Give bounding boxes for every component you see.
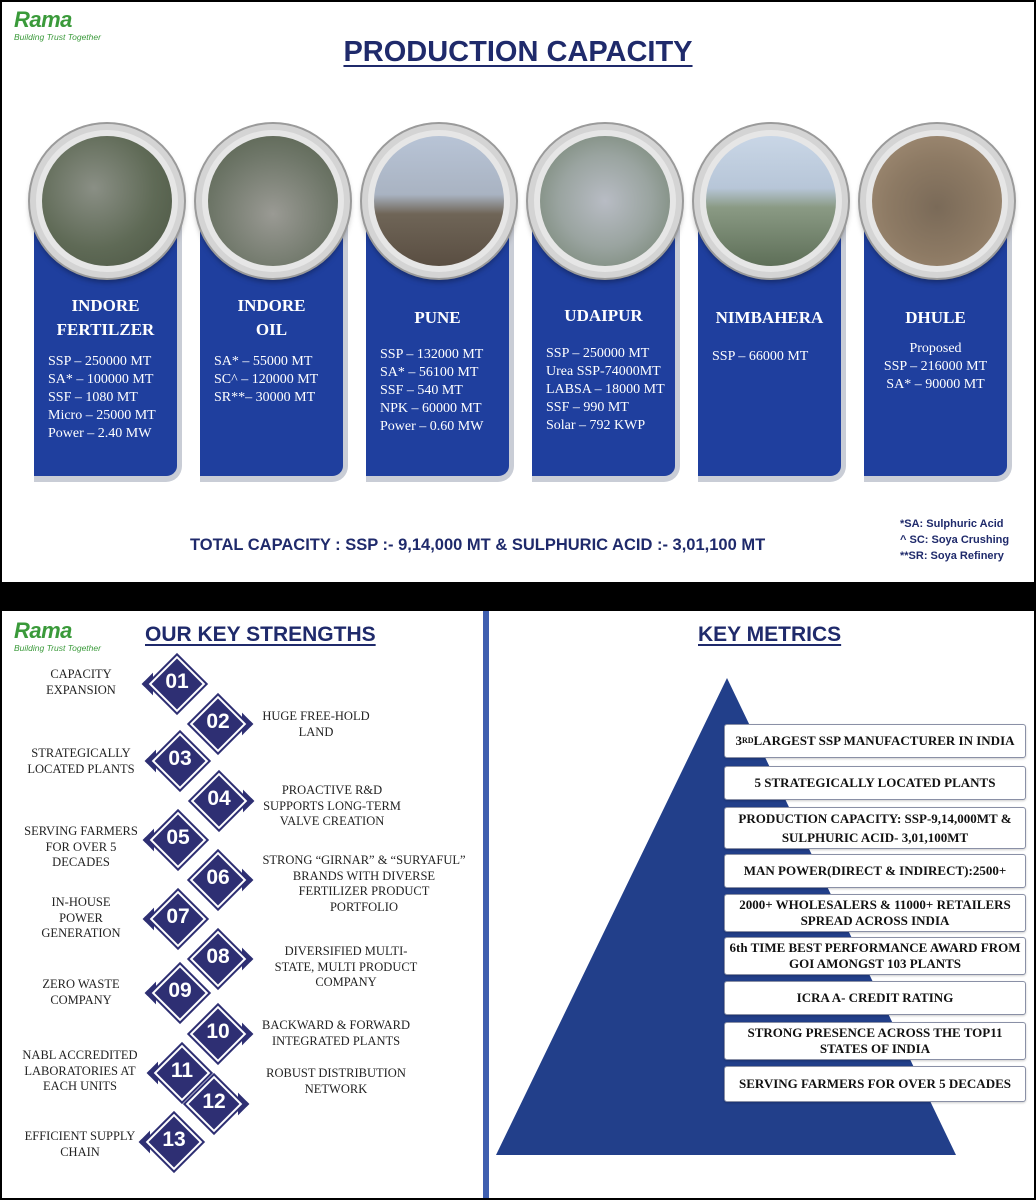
key-strengths-metrics-slide (2, 611, 1034, 1198)
plant-photo-udaipur (528, 124, 682, 278)
strength-label: NABL ACCREDITED LABORATORIES AT EACH UNITS (22, 1048, 138, 1093)
strength-number-badge: 10 (198, 1014, 238, 1054)
strength-number-badge: 09 (160, 973, 200, 1013)
strength-label: DIVERSIFIED MULTI- STATE, MULTI PRODUCT COMPANY (274, 944, 418, 989)
strength-number-badge: 07 (158, 899, 198, 939)
strength-number-badge: 08 (198, 939, 238, 979)
strength-number-badge: 06 (198, 860, 238, 900)
metric-box: STRONG PRESENCE ACROSS THE TOP11 STATES OF INDIA (724, 1022, 1026, 1060)
plant-photo-indore-oil (196, 124, 350, 278)
metric-box: 2000+ WHOLESALERS & 11000+ RETAILERS SPREAD ACROSS INDIA (724, 894, 1026, 932)
plant-name: INDORE OIL (237, 296, 306, 339)
strength-number-badge: 04 (199, 781, 239, 821)
metric-box: SERVING FARMERS FOR OVER 5 DECADES (724, 1066, 1026, 1102)
strength-label: IN-HOUSE POWER GENERATION (41, 895, 121, 940)
key-metrics-heading: KEY METRICS (698, 623, 842, 646)
metric-box: ICRA A- CREDIT RATING (724, 981, 1026, 1015)
plant-name: UDAIPUR (564, 306, 643, 325)
strength-number-badge: 01 (157, 664, 197, 704)
metric-box: 6th TIME BEST PERFORMANCE AWARD FROM GOI AMONGST 103 PLANTS (724, 937, 1026, 975)
production-capacity-slide (2, 2, 1034, 582)
metric-box: MAN POWER(DIRECT & INDIRECT):2500+ (724, 854, 1026, 888)
strength-label: ROBUST DISTRIBUTION NETWORK (266, 1066, 406, 1096)
strength-label: CAPACITY EXPANSION (46, 667, 116, 697)
strength-number-badge: 12 (194, 1084, 234, 1124)
metric-box: PRODUCTION CAPACITY: SSP-9,14,000MT & SULPHURIC ACID- 3,01,100MT (724, 807, 1026, 849)
plant-capacity-list: SSP – 66000 MT (712, 349, 809, 364)
page-title: PRODUCTION CAPACITY (343, 36, 693, 68)
metric-box: 5 STRATEGICALLY LOCATED PLANTS (724, 766, 1026, 800)
plant-photo-nimbahera (694, 124, 848, 278)
logo-tagline: Building Trust Together (14, 643, 101, 653)
key-strengths-heading: OUR KEY STRENGTHS (145, 623, 376, 646)
strength-label: BACKWARD & FORWARD INTEGRATED PLANTS (262, 1018, 410, 1048)
strength-number-badge: 05 (158, 820, 198, 860)
strength-label: ZERO WASTE COMPANY (42, 977, 120, 1007)
strength-label: HUGE FREE-HOLD LAND (262, 709, 370, 739)
strength-label: EFFICIENT SUPPLY CHAIN (24, 1129, 136, 1159)
strength-number-badge: 03 (160, 741, 200, 781)
total-capacity: TOTAL CAPACITY : SSP :- 9,14,000 MT & SULPHURIC ACID :- 3,01,100 MT (190, 536, 766, 554)
strength-number-badge: 11 (162, 1053, 202, 1093)
strength-label: SERVING FARMERS FOR OVER 5 DECADES (24, 824, 138, 869)
plant-capacity-list: Proposed SSP – 216000 MT SA* – 90000 MT (883, 341, 988, 392)
plant-name: PUNE (414, 308, 461, 327)
strength-label: PROACTIVE R&D SUPPORTS LONG-TERM VALVE CREATION (263, 783, 401, 828)
plant-photo-indore-fertilizer (30, 124, 184, 278)
plant-name: INDORE FERTILZER (56, 296, 155, 339)
logo-tagline: Building Trust Together (14, 32, 101, 42)
logo-brand: Rama (14, 7, 72, 32)
plant-capacity-list: SSP – 132000 MT SA* – 56100 MT SSF – 540 MT NPK – 60000 MT Power – 0.60 MW (380, 347, 484, 434)
metric-box: 3 RD LARGEST SSP MANUFACTURER IN INDIA (724, 724, 1026, 758)
strength-label: STRATEGICALLY LOCATED PLANTS (27, 746, 135, 776)
strength-number-badge: 02 (198, 704, 238, 744)
plant-capacity-list: SSP – 250000 MT Urea SSP-74000MT LABSA – 18000 MT SSF – 990 MT Solar – 792 KWP (546, 346, 665, 433)
plant-photo-dhule (860, 124, 1014, 278)
strength-label: STRONG “GIRNAR” & “SURYAFUL” BRANDS WITH DIVERSE FERTILIZER PRODUCT PORTFOLIO (262, 853, 466, 914)
plant-capacity-list: SSP – 250000 MT SA* – 100000 MT SSF – 1080 MT Micro – 25000 MT Power – 2.40 MW (48, 354, 156, 441)
plant-capacity-list: SA* – 55000 MT SC^ – 120000 MT SR**– 30000 MT (214, 354, 319, 405)
plant-name: NIMBAHERA (715, 308, 824, 327)
logo-brand: Rama (14, 618, 72, 643)
abbreviation-legend: *SA: Sulphuric Acid ^ SC: Soya Crushing **SR: Soya Refinery (900, 518, 1010, 562)
strength-number-badge: 13 (154, 1122, 194, 1162)
plant-name: DHULE (905, 308, 966, 327)
plant-photo-pune (362, 124, 516, 278)
